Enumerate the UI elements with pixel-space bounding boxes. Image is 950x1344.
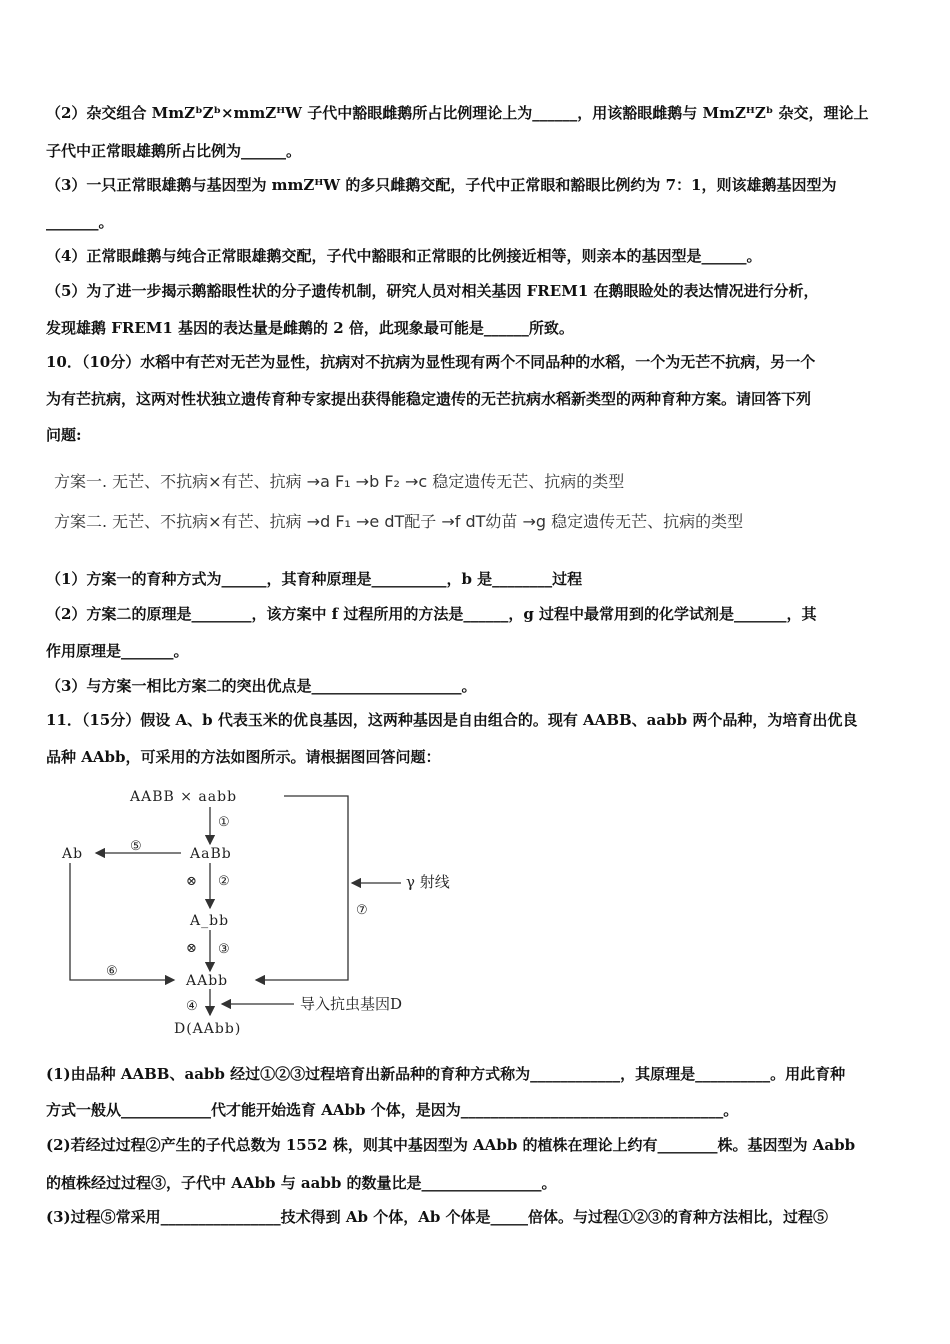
question-line: 10．（10分）水稻中有芒对无芒为显性，抗病对不抗病为显性现有两个不同品种的水稻，一个为无芒不抗病，另一个	[46, 353, 816, 371]
step-4-label: ④	[186, 999, 198, 1014]
question-line: (1)由品种 AABB、aabb 经过①②③过程培育出新品种的育种方式称为____________，其原理是__________。用此育种	[46, 1065, 846, 1083]
selfing-symbol: ⊗	[186, 874, 197, 889]
gamma-ray-label: γ 射线	[406, 873, 450, 891]
question-line: 子代中正常眼雄鹅所占比例为______。	[46, 142, 302, 160]
question-line: 为有芒抗病，这两对性状独立遗传育种专家提出获得能稳定遗传的无芒抗病水稻新类型的两种育种方案。请回答下列	[46, 390, 812, 408]
question-line: 发现雄鹅 FREM1 基因的表达量是雌鹅的 2 倍，此现象最可能是______所致。	[46, 319, 574, 337]
question-line: 品种 AAbb，可采用的方法如图所示。请根据图回答问题：	[46, 748, 441, 766]
insert-gene-label: 导入抗虫基因D	[300, 995, 403, 1013]
breeding-diagram	[56, 783, 476, 1043]
f2-genotype-label: A_bb	[190, 913, 230, 929]
haploid-genotype-label: Ab	[62, 846, 84, 862]
parents-label: AABB × aabb	[130, 789, 238, 805]
question-line: （4）正常眼雌鹅与纯合正常眼雄鹅交配，子代中豁眼和正常眼的比例接近相等，则亲本的基因型是______。	[46, 247, 762, 265]
step-3-label: ③	[218, 942, 230, 957]
question-line: （5）为了进一步揭示鹅豁眼性状的分子遗传机制，研究人员对相关基因 FREM1 在鹅眼睑处的表达情况进行分析，	[46, 282, 819, 300]
question-line: 作用原理是_______。	[46, 642, 189, 660]
arrow-step-7	[256, 796, 348, 980]
step-2-label: ②	[218, 874, 230, 889]
target-genotype-label: AAbb	[186, 973, 229, 989]
question-line: （2）杂交组合 MmZᵇZᵇ×mmZᴴW 子代中豁眼雌鹅所占比例理论上为______，用该豁眼雌鹅与 MmZᴴZᵇ 杂交，理论上	[46, 104, 869, 122]
question-line: （2）方案二的原理是________，该方案中 f 过程所用的方法是______，g 过程中最常用到的化学试剂是_______，其	[46, 605, 817, 623]
selfing-symbol: ⊗	[186, 941, 197, 956]
question-line: （3）一只正常眼雄鹅与基因型为 mmZᴴW 的多只雌鹅交配，子代中正常眼和豁眼比例约为 7：1，则该雄鹅基因型为	[46, 176, 837, 194]
breeding-scheme-1: 方案一. 无芒、不抗病×有芒、抗病 →a F₁ →b F₂ →c 稳定遗传无芒、抗病的类型	[54, 472, 625, 491]
question-line: _______。	[46, 213, 114, 231]
transgenic-genotype-label: D(AAbb)	[174, 1021, 242, 1037]
step-7-label: ⑦	[356, 903, 368, 918]
question-line: (3)过程⑤常采用________________技术得到 Ab 个体，Ab 个体是_____倍体。与过程①②③的育种方法相比，过程⑤	[46, 1208, 829, 1226]
question-line: （3）与方案一相比方案二的突出优点是____________________。	[46, 677, 477, 695]
question-line: 方式一般从____________代才能开始选育 AAbb 个体，是因为___________________________________。	[46, 1101, 739, 1119]
breeding-scheme-2: 方案二. 无芒、不抗病×有芒、抗病 →d F₁ →e dT配子 →f dT幼苗 →g 稳定遗传无芒、抗病的类型	[54, 512, 744, 531]
question-line: 的植株经过过程③，子代中 AAbb 与 aabb 的数量比是________________。	[46, 1174, 557, 1192]
step-5-label: ⑤	[130, 839, 142, 854]
arrow-step-6	[70, 863, 174, 980]
question-line: 问题:	[46, 426, 82, 444]
f1-genotype-label: AaBb	[190, 846, 232, 862]
step-6-label: ⑥	[106, 964, 118, 979]
question-line: 11．（15分）假设 A、b 代表玉米的优良基因，这两种基因是自由组合的。现有 AABB、aabb 两个品种，为培育出优良	[46, 711, 858, 729]
question-line: (2)若经过过程②产生的子代总数为 1552 株，则其中基因型为 AAbb 的植株在理论上约有________株。基因型为 Aabb	[46, 1136, 856, 1154]
step-1-label: ①	[218, 815, 230, 830]
question-line: （1）方案一的育种方式为______，其育种原理是__________，b 是________过程	[46, 570, 583, 588]
